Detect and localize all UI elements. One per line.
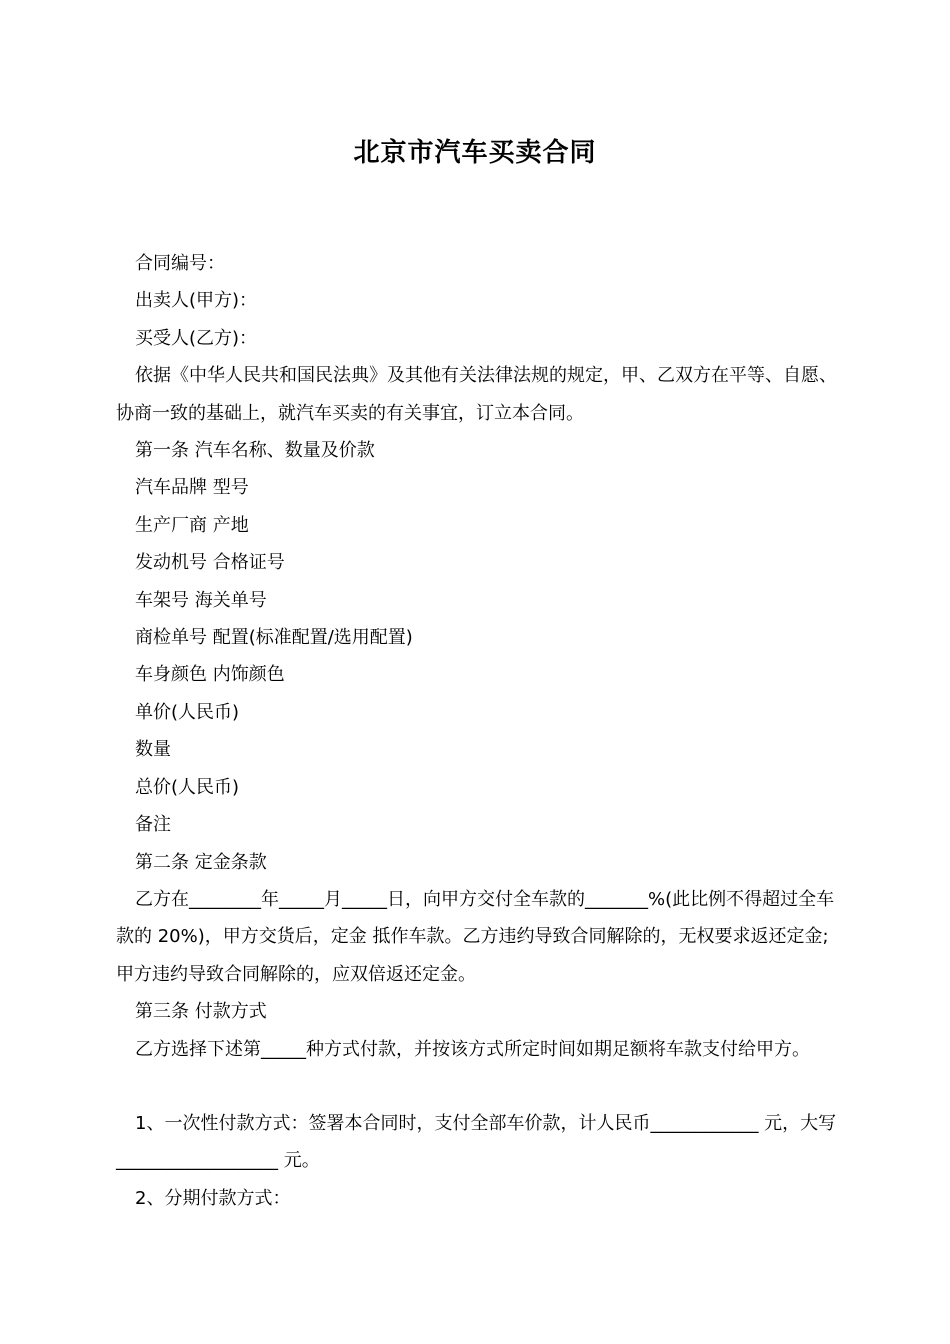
payment-choice-paragraph: 乙方选择下述第_____种方式付款，并按该方式所定时间如期足额将车款支付给甲方。 bbox=[135, 1038, 810, 1060]
installment-line: 2、分期付款方式： bbox=[135, 1187, 291, 1209]
buyer-line: 买受人(乙方)： bbox=[135, 327, 258, 349]
unit-price-line: 单价(人民币) bbox=[135, 701, 240, 723]
manufacturer-origin-line: 生产厂商 产地 bbox=[135, 514, 249, 536]
deposit-paragraph: 乙方在________年_____月_____日，向甲方交付全车款的_______%(此比例不得超过全车款的 20%)，甲方交货后，定金 抵作车款。乙方违约导致合同解除的，无权要求返还定金;甲方违约导致合同解除的，应双倍返还定金。 bbox=[116, 888, 835, 985]
seller-line: 出卖人(甲方)： bbox=[135, 290, 258, 312]
article-1-heading: 第一条 汽车名称、数量及价款 bbox=[135, 440, 375, 462]
color-line: 车身颜色 内饰颜色 bbox=[135, 664, 285, 686]
article-2-heading: 第二条 定金条款 bbox=[135, 851, 267, 873]
frame-customs-line: 车架号 海关单号 bbox=[135, 589, 267, 611]
remarks-line: 备注 bbox=[135, 814, 171, 836]
quantity-line: 数量 bbox=[135, 739, 171, 761]
inspection-config-line: 商检单号 配置(标准配置/选用配置) bbox=[135, 627, 413, 649]
paragraph-gap bbox=[116, 1068, 844, 1105]
brand-model-line: 汽车品牌 型号 bbox=[135, 477, 249, 499]
contract-number-line: 合同编号： bbox=[135, 253, 225, 274]
document-body bbox=[116, 245, 844, 1217]
preamble-paragraph: 依据《中华人民共和国民法典》及其他有关法律法规的规定，甲、乙双方在平等、自愿、协商一致的基础上，就汽车买卖的有关事宜，订立本合同。 bbox=[116, 365, 837, 424]
total-price-line: 总价(人民币) bbox=[135, 776, 240, 798]
article-3-heading: 第三条 付款方式 bbox=[135, 1001, 267, 1023]
engine-certificate-line: 发动机号 合格证号 bbox=[135, 552, 285, 574]
lump-sum-paragraph: 1、一次性付款方式：签署本合同时，支付全部车价款，计人民币____________ 元，大写__________________ 元。 bbox=[116, 1112, 837, 1172]
document-title: 北京市汽车买卖合同 bbox=[353, 138, 597, 168]
